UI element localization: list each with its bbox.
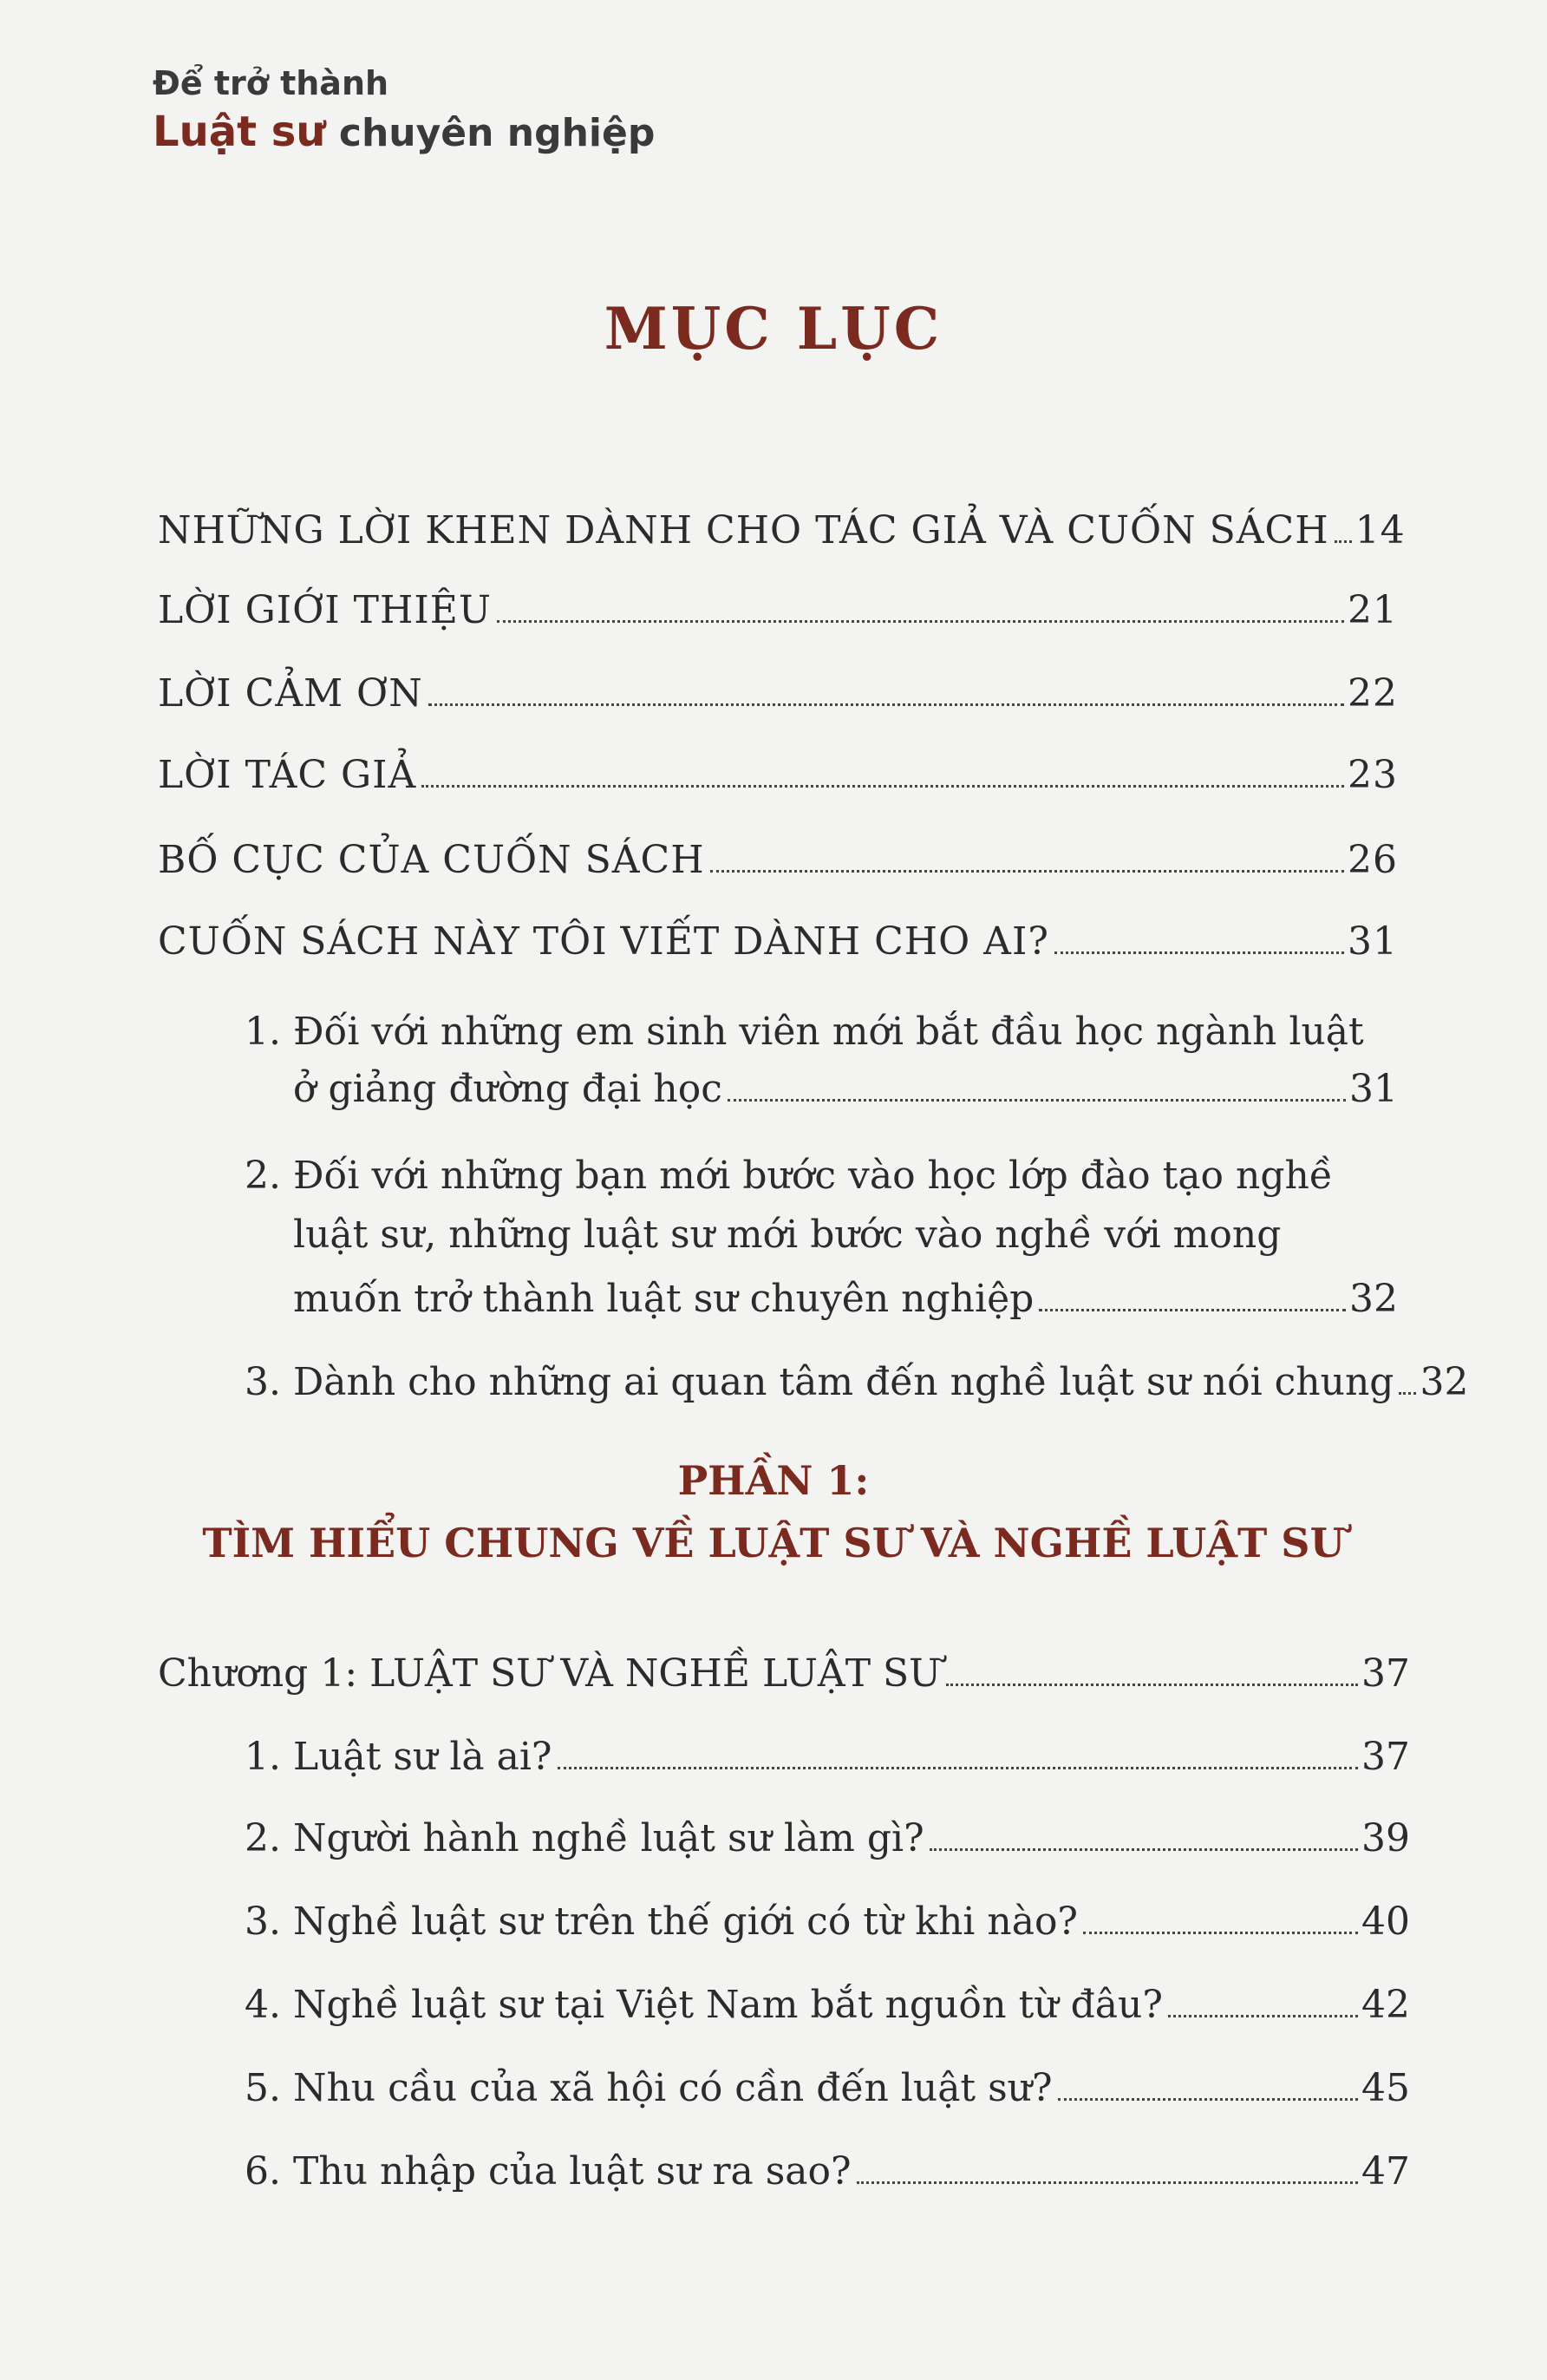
chapter-item: 6. Thu nhập của luật sư ra sao? 47 — [245, 2149, 1410, 2194]
toc-entry: NHỮNG LỜI KHEN DÀNH CHO TÁC GIẢ VÀ CUỐN SÁCH 14 — [158, 508, 1406, 552]
header-accent: Luật sư — [153, 108, 326, 156]
sub-entry-2-line-2: luật sư, những luật sư mới bước vào nghề với mong — [293, 1213, 1282, 1257]
toc-entry: LỜI TÁC GIẢ 23 — [158, 753, 1398, 797]
sub-entry-1-line-1: 1. Đối với những em sinh viên mới bắt đầu học ngành luật — [245, 1010, 1364, 1054]
toc-entry: LỜI CẢM ƠN 22 — [158, 671, 1398, 716]
part-subtitle: TÌM HIỂU CHUNG VỀ LUẬT SƯ VÀ NGHỀ LUẬT SƯ — [202, 1520, 1345, 1566]
sub-entry-1: ở giảng đường đại học 31 — [293, 1067, 1398, 1111]
part-title: PHẦN 1: — [677, 1457, 870, 1504]
toc-entry: BỐ CỤC CỦA CUỐN SÁCH 26 — [158, 838, 1398, 882]
header-rest: chuyên nghiệp — [325, 111, 656, 155]
toc-entry: CUỐN SÁCH NÀY TÔI VIẾT DÀNH CHO AI? 31 — [158, 919, 1398, 964]
header-line-1: Để trở thành — [153, 64, 389, 102]
running-header — [153, 61, 655, 160]
header-line-2 — [153, 106, 655, 160]
sub-entry-2: muốn trở thành luật sư chuyên nghiệp 32 — [293, 1277, 1398, 1321]
chapter-item: 3. Nghề luật sư trên thế giới có từ khi nào? 40 — [245, 1899, 1410, 1944]
sub-entry-3: 3. Dành cho những ai quan tâm đến nghề luật sư nói chung 32 — [245, 1360, 1469, 1404]
chapter-item: 1. Luật sư là ai? 37 — [245, 1735, 1410, 1779]
toc-title: MỤC LỤC — [604, 295, 943, 363]
chapter-item: 2. Người hành nghề luật sư làm gì? 39 — [245, 1816, 1410, 1860]
sub-entry-2-line-1: 2. Đối với những bạn mới bước vào học lớp đào tạo nghề — [245, 1154, 1333, 1198]
chapter-item: 4. Nghề luật sư tại Việt Nam bắt nguồn từ đâu? 42 — [245, 1983, 1410, 2027]
chapter-item: 5. Nhu cầu của xã hội có cần đến luật sư? 45 — [245, 2066, 1410, 2110]
chapter-entry: Chương 1: LUẬT SƯ VÀ NGHỀ LUẬT SƯ 37 — [158, 1651, 1410, 1696]
toc-entry: LỜI GIỚI THIỆU 21 — [158, 588, 1398, 632]
